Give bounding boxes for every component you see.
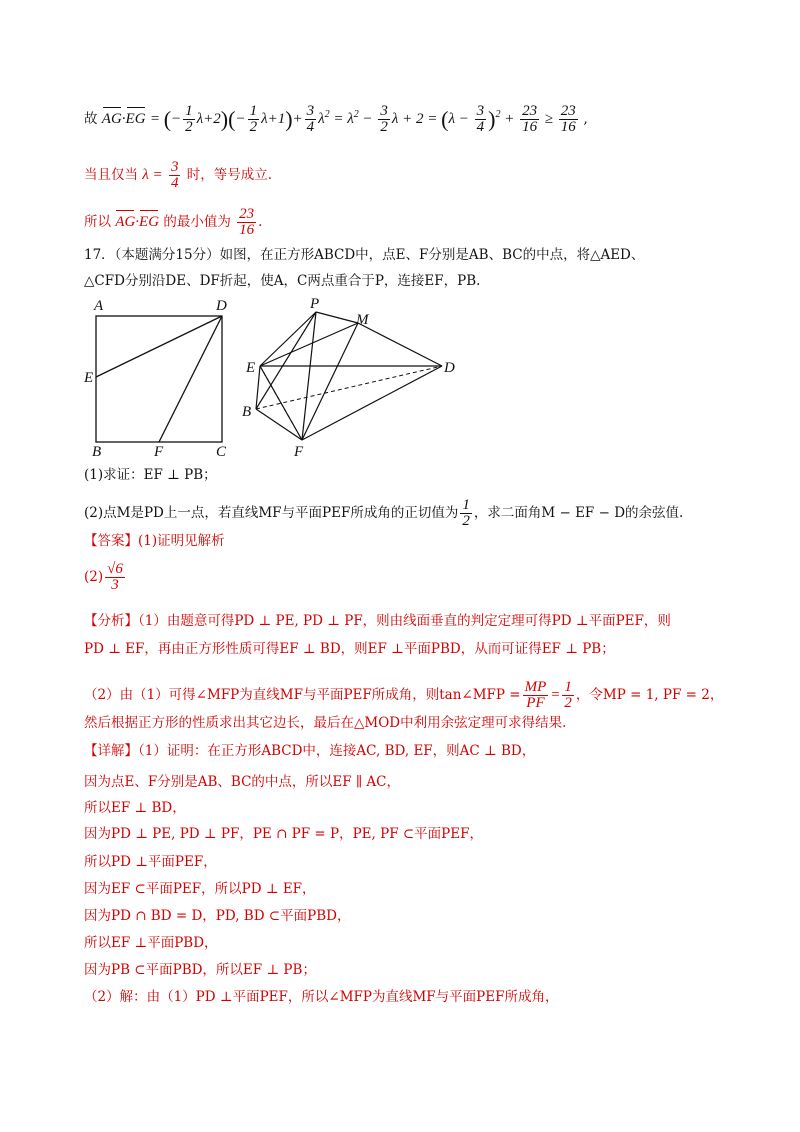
analysis-line-3 <box>84 680 723 711</box>
detail-text-1: （1）证明：在正方形ABCD中，连接AC, BD, EF，则AC ⊥ BD， <box>138 743 536 759</box>
answer-2-prefix: (2) <box>84 569 104 585</box>
figure-square <box>80 296 240 462</box>
detail-line-4: 因为PD ⊥ PE, PD ⊥ PF，PE ∩ PF = P，PE, PF ⊂平面PEF， <box>84 826 483 842</box>
numerator: MP <box>524 679 547 695</box>
analysis-line-1 <box>84 612 671 630</box>
denominator: PF <box>526 695 545 711</box>
text-b: 时，等号成立. <box>186 167 273 183</box>
text-a: 当且仅当 <box>84 167 138 183</box>
detail-line-2: 因为点E、F分别是AB、BC的中点，所以EF ∥ AC， <box>84 774 401 790</box>
fraction-mp-pf <box>523 680 549 711</box>
expansion-formula: = (− $\frac{1}{2}$ λ+2)(− $\frac{1}{2}$ λ+1)+ $\frac{3}{4}$ $\lambda^2 = \lambda^2$ − $\frac{3}{2}$ λ + 2 = (λ − $\frac{3}{4}$ )$^2$ + $\frac{23}{16}$ ≥ $\frac{23}{16}$ <box>149 103 576 135</box>
punctuation: , <box>583 110 588 127</box>
numerator: 3 <box>170 159 179 175</box>
answer-2 <box>84 562 127 593</box>
analysis-text-3a: （2）由（1）可得∠MFP为直线MF与平面PEF所成角，则tan∠MFP = <box>84 687 521 703</box>
problem-17-line-2: △CFD分别沿DE、DF折起，使A，C两点重合于P，连接EF，PB. <box>84 273 481 289</box>
label-F: F <box>294 444 304 460</box>
detail-line-7: 因为PD ∩ BD = D，PD, BD ⊂平面PBD， <box>84 908 351 924</box>
detail-line-1 <box>84 742 535 760</box>
denominator: 2 <box>462 513 470 529</box>
label-F: F <box>154 444 164 460</box>
fraction <box>237 207 256 238</box>
detail-line-5: 所以PD ⊥平面PEF， <box>84 854 217 870</box>
label-D: D <box>216 298 227 314</box>
answer-1: (1)证明见解析 <box>138 533 225 549</box>
analysis-label: 【分析】 <box>84 613 138 629</box>
vector-ag: AG <box>101 110 122 127</box>
label-P: P <box>310 296 320 312</box>
punctuation: . <box>258 214 263 230</box>
text-a: (2)点M是PD上一点，若直线MF与平面PEF所成角的正切值为 <box>84 505 459 521</box>
text-a: 所以 <box>84 214 111 230</box>
question-2 <box>84 498 683 529</box>
denominator: 16 <box>239 222 255 238</box>
fraction <box>105 562 125 593</box>
denominator: 3 <box>111 577 119 593</box>
problem-17-line-1: 17．（本题满分15分）如图，在正方形ABCD中，点E、F分别是AB、BC的中点，将△AED、 <box>84 247 645 263</box>
prefix-text: 故 <box>84 110 98 127</box>
label-A: A <box>94 298 104 314</box>
label-E: E <box>84 370 94 386</box>
vector-eg: EG <box>125 110 146 127</box>
vector-eg: EG <box>139 214 160 230</box>
fraction <box>169 160 181 191</box>
formula-line-1: 故 AG·EG = (− $\frac{1}{2}$ λ+2)(− $\frac{1}{2}$ λ+1)+ $\frac{3}{4}$ $\lambda^2 = \lambda^2$ − $\frac{3}{2}$ λ + 2 = (λ − $\frac{3}{4}$ )$^2$ + $\frac{23}{16}$ ≥ $\frac{23}{16}$ , <box>84 103 588 135</box>
label-M: M <box>356 312 369 328</box>
label-B: B <box>242 404 252 420</box>
numerator: 23 <box>239 206 255 222</box>
numerator: 1 <box>564 679 572 695</box>
fraction <box>460 498 472 529</box>
detail-line-6: 因为EF ⊂平面PEF，所以PD ⊥ EF， <box>84 881 316 897</box>
vector-ag: AG <box>115 214 136 230</box>
text-b: 的最小值为 <box>163 214 231 230</box>
equality-condition <box>84 160 272 191</box>
text-b: ，求二面角M − EF − D的余弦值. <box>473 505 684 521</box>
label-E: E <box>246 360 256 376</box>
denominator: 4 <box>170 175 179 191</box>
min-value-line: 所以 AG·EG 的最小值为 $\frac{23}{16}$ . <box>84 206 263 238</box>
question-1: (1)求证：EF ⊥ PB； <box>84 467 217 483</box>
answer-line <box>84 532 225 550</box>
lambda-eq: λ = <box>142 167 163 183</box>
analysis-line-2: PD ⊥ EF，再由正方形性质可得EF ⊥ BD，则EF ⊥平面PBD，从而可证得EF ⊥ PB； <box>84 641 615 657</box>
analysis-text-3b: ，令MP = 1, PF = 2， <box>575 687 724 703</box>
detail-line-3: 所以EF ⊥ BD， <box>84 800 186 816</box>
label-D: D <box>444 360 455 376</box>
detail-line-8: 所以EF ⊥平面PBD， <box>84 935 218 951</box>
detail-line-9: 因为PB ⊂平面PBD，所以EF ⊥ PB； <box>84 962 316 978</box>
numerator: √6 <box>107 561 123 577</box>
fraction-half <box>562 680 574 711</box>
answer-label: 【答案】 <box>84 533 138 549</box>
denominator: 2 <box>564 695 572 711</box>
detail-label: 【详解】 <box>84 743 138 759</box>
detail-line-10: （2）解：由（1）PD ⊥平面PEF，所以∠MFP为直线MF与平面PEF所成角， <box>84 989 559 1005</box>
numerator: 1 <box>462 497 470 513</box>
label-B: B <box>92 444 102 460</box>
equals: = <box>550 687 561 703</box>
figure-folded <box>240 296 465 462</box>
label-C: C <box>216 444 227 460</box>
analysis-text-1: （1）由题意可得PD ⊥ PE, PD ⊥ PF，则由线面垂直的判定定理可得PD ⊥平面PEF，则 <box>138 613 671 629</box>
analysis-line-4: 然后根据正方形的性质求出其它边长，最后在△MOD中利用余弦定理可求得结果. <box>84 715 567 731</box>
